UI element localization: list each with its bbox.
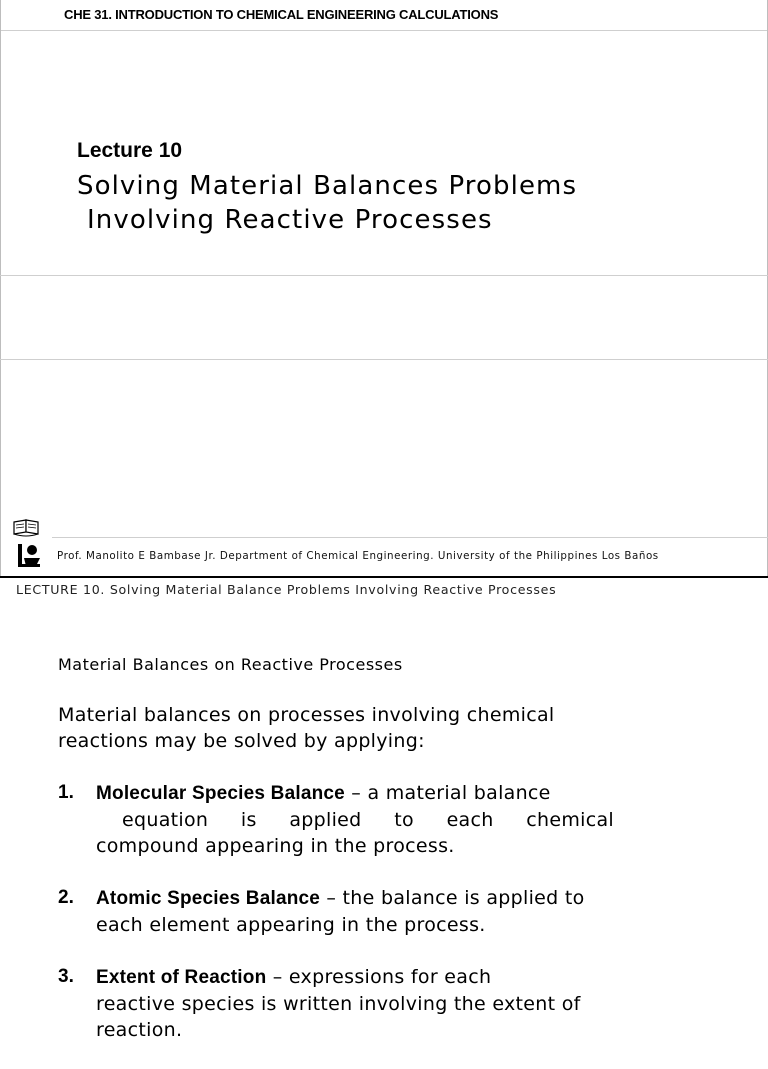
word: equation <box>122 809 209 831</box>
book-person-logo-icon <box>12 518 42 570</box>
item-line1-rest: the balance is applied to <box>342 887 585 909</box>
item-line <box>96 885 652 912</box>
item-line <box>96 964 652 991</box>
footer-credit: Prof. Manolito E Bambase Jr. Department of Chemical Engineering. University of the Philippines Los Baños <box>57 550 659 562</box>
item-line3: compound appearing in the process. <box>96 835 455 857</box>
item-line2: reactive species is written involving the extent of <box>96 993 581 1015</box>
item-number: 1. <box>58 782 74 803</box>
intro-line2: reactions may be solved by applying: <box>58 730 425 752</box>
intro-paragraph <box>58 702 638 754</box>
section-title: Material Balances on Reactive Processes <box>58 655 403 674</box>
word: is <box>240 809 257 831</box>
lecture-number: Lecture 10 <box>77 139 183 162</box>
title-band-rule <box>0 275 768 276</box>
item-number: 2. <box>58 887 74 908</box>
item-term: Molecular Species Balance <box>96 783 345 804</box>
item-body <box>96 885 652 938</box>
item-justified-line <box>96 807 614 833</box>
slide-left-border <box>0 0 1 577</box>
item-body <box>96 964 652 1043</box>
method-list <box>58 780 658 1069</box>
item-dash: – <box>320 887 343 909</box>
lecture-title-line2: Involving Reactive Processes <box>87 205 493 235</box>
item-line3: reaction. <box>96 1019 183 1041</box>
footer-rule <box>52 537 768 538</box>
word: applied <box>289 809 362 831</box>
item-line1-rest: expressions for each <box>288 966 492 988</box>
item-line <box>96 780 652 807</box>
item-body <box>96 780 652 859</box>
item-dash: – <box>266 966 289 988</box>
mid-band-rule <box>0 359 768 360</box>
item-number: 3. <box>58 966 74 987</box>
word: to <box>394 809 414 831</box>
lecture-title <box>77 169 577 237</box>
item-dash: – <box>344 782 368 804</box>
item-line1-rest: a material balance <box>367 782 551 804</box>
list-item <box>58 780 658 859</box>
word: each <box>446 809 494 831</box>
course-header: CHE 31. INTRODUCTION TO CHEMICAL ENGINEERING CALCULATIONS <box>64 7 499 22</box>
content-slide <box>0 578 768 1041</box>
item-term: Extent of Reaction <box>96 967 267 988</box>
slide-header: LECTURE 10. Solving Material Balance Problems Involving Reactive Processes <box>16 582 557 597</box>
list-item <box>58 885 658 938</box>
lecture-title-line1: Solving Material Balances Problems <box>77 171 578 201</box>
intro-line1: Material balances on processes involving chemical <box>58 704 555 726</box>
header-rule <box>0 30 768 31</box>
item-line2: each element appearing in the process. <box>96 914 486 936</box>
word: chemical <box>526 809 614 831</box>
item-term: Atomic Species Balance <box>96 888 321 909</box>
list-item <box>58 964 658 1043</box>
